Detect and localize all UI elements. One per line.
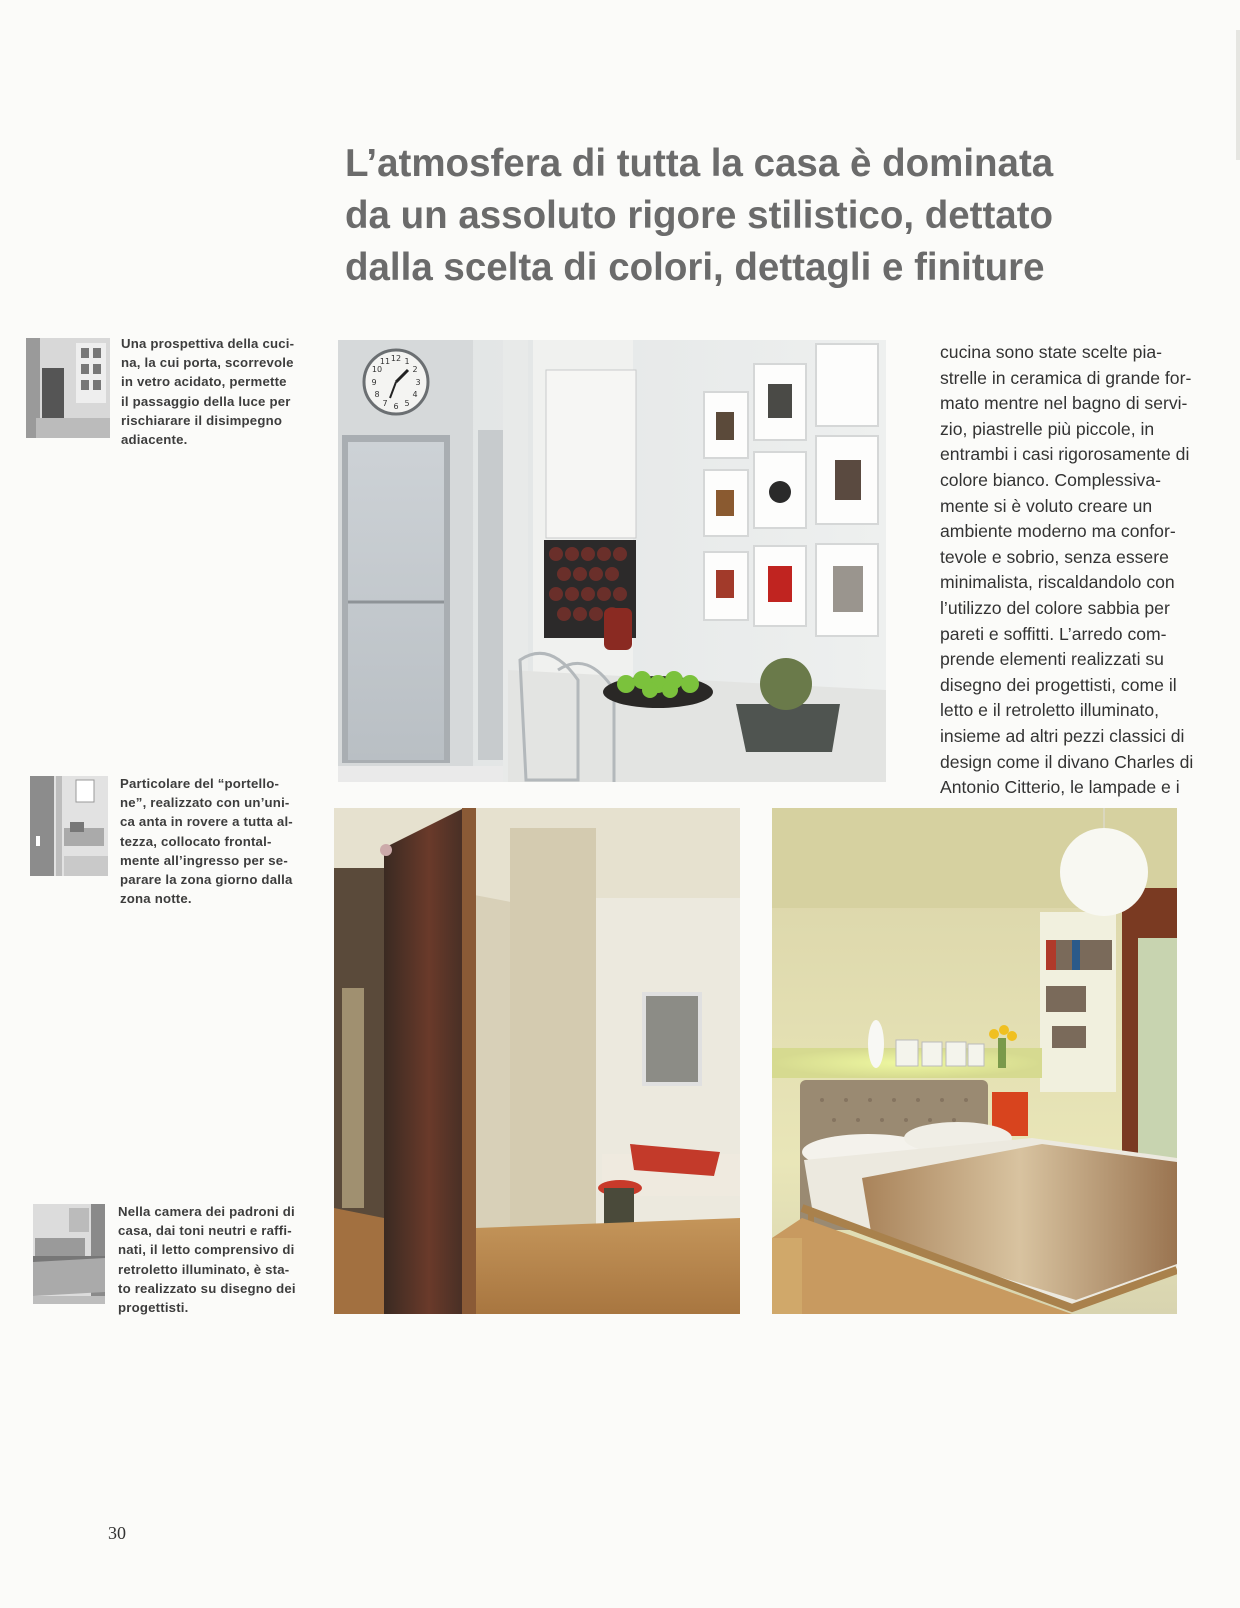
headline-line: L’atmosfera di tutta la casa è dominata <box>345 142 1054 185</box>
caption-line: Nella camera dei padroni di <box>118 1204 295 1219</box>
clock-numeral-12: 12 <box>390 354 402 363</box>
body-line: mato mentre nel bagno di servi- <box>940 393 1188 414</box>
body-line: insieme ad altri pezzi classici di <box>940 725 1185 746</box>
caption-line: na, la cui porta, scorrevole <box>121 355 294 371</box>
headline-line: da un assoluto rigore stilistico, dettato <box>345 194 1054 237</box>
caption-line: Particolare del “portello- <box>120 776 280 791</box>
body-line: strelle in ceramica di grande for- <box>940 367 1192 388</box>
photo-bedroom <box>772 808 1177 1314</box>
body-line: entrambi i casi rigorosamente di <box>940 444 1190 465</box>
caption-kitchen <box>121 334 311 449</box>
caption-bedroom <box>118 1202 308 1317</box>
body-line: design come il divano Charles di <box>940 751 1194 772</box>
clock-numeral-6: 6 <box>393 402 399 411</box>
caption-line: rischiarare il disimpegno <box>121 412 283 428</box>
caption-line: to realizzato su disegno dei <box>118 1280 296 1296</box>
body-line: tevole e sobrio, senza essere <box>940 546 1169 567</box>
caption-line: nati, il letto comprensivo di <box>118 1242 295 1258</box>
body-line: letto e il retroletto illuminato, <box>940 700 1160 721</box>
page-edge <box>1236 30 1240 160</box>
caption-line: Una prospettiva della cuci- <box>121 336 295 351</box>
body-line: disegno dei progettisti, come il <box>940 674 1177 695</box>
caption-line: retroletto illuminato, è sta- <box>118 1261 290 1277</box>
clock-numeral-8: 8 <box>374 390 380 399</box>
body-line: Antonio Citterio, le lampade e i <box>940 777 1180 798</box>
clock-numeral-4: 4 <box>412 390 418 399</box>
caption-line: il passaggio della luce per <box>121 393 291 409</box>
caption-line: ca anta in rovere a tutta al- <box>120 814 293 830</box>
clock-numeral-2: 2 <box>412 365 418 374</box>
caption-line: tezza, collocato frontal- <box>120 833 272 849</box>
clock-numeral-9: 9 <box>371 378 377 387</box>
headline-line: dalla scelta di colori, dettagli e finiture <box>345 246 1045 289</box>
caption-line: casa, dai toni neutri e raffi- <box>118 1223 292 1239</box>
caption-line: mente all’ingresso per se- <box>120 852 288 868</box>
clock-numeral-7: 7 <box>382 399 388 408</box>
clock-numeral-1: 1 <box>404 357 410 366</box>
caption-line: zona notte. <box>120 891 192 907</box>
thumbnail-bedroom <box>33 1204 105 1304</box>
body-line: mente si è voluto creare un <box>940 495 1153 516</box>
clock-numeral-10: 10 <box>371 365 383 374</box>
headline <box>345 138 1195 294</box>
body-line: colore bianco. Complessiva- <box>940 469 1161 490</box>
body-line: zio, piastrelle più piccole, in <box>940 418 1155 439</box>
caption-line: ne”, realizzato con un’uni- <box>120 795 290 811</box>
caption-line: parare la zona giorno dalla <box>120 872 293 888</box>
caption-line: adiacente. <box>121 432 188 448</box>
thumbnail-portellone <box>30 776 108 876</box>
page-number: 30 <box>108 1523 126 1543</box>
caption-line: progettisti. <box>118 1300 189 1316</box>
photo-kitchen <box>338 340 886 782</box>
body-line: minimalista, riscaldandolo con <box>940 572 1175 593</box>
body-line: cucina sono state scelte pia- <box>940 342 1163 362</box>
body-text <box>940 340 1210 801</box>
clock-numeral-5: 5 <box>404 399 410 408</box>
body-line: l’utilizzo del colore sabbia per <box>940 597 1170 618</box>
body-line: ambiente moderno ma confor- <box>940 521 1176 542</box>
clock-numeral-3: 3 <box>415 378 421 387</box>
photo-portellone <box>334 808 740 1314</box>
thumbnail-kitchen <box>26 338 110 438</box>
body-line: prende elementi realizzati su <box>940 649 1164 670</box>
clock-numeral-11: 11 <box>379 357 391 366</box>
caption-line: in vetro acidato, permette <box>121 374 287 390</box>
body-line: pareti e soffitti. L’arredo com- <box>940 623 1167 644</box>
caption-portellone <box>120 774 310 908</box>
